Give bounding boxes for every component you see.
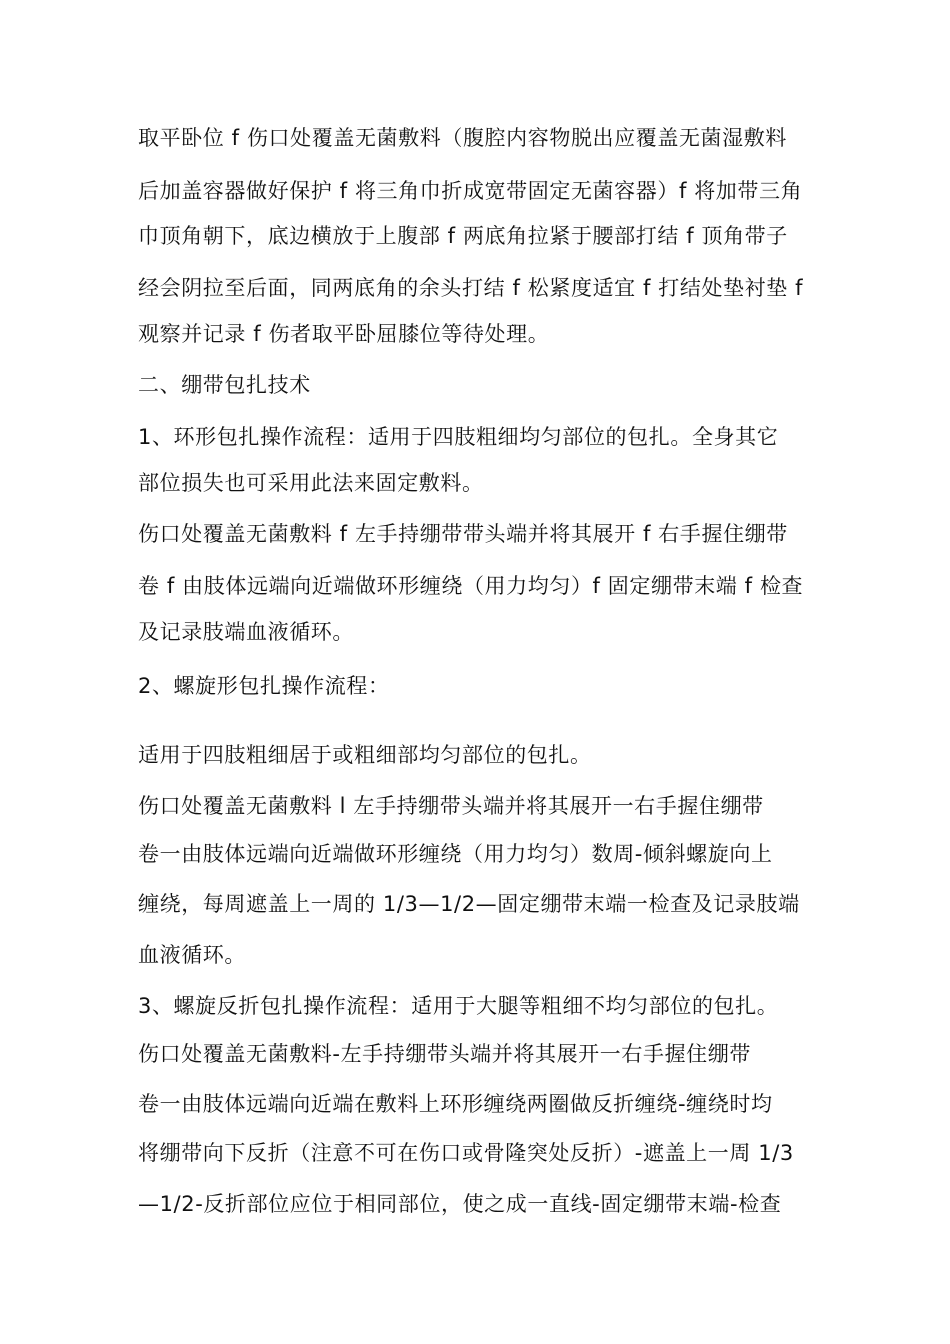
text-line: —1/2-反折部位应位于相同部位，使之成一直线-固定绷带末端-检查 [138, 1192, 782, 1216]
text-line: 经会阴拉至后面，同两底角的余头打结 f 松紧度适宜 f 打结处垫衬垫 f [138, 276, 804, 300]
text-line: 卷一由肢体远端向近端做环形缠绕（用力均匀）数周-倾斜螺旋向上 [138, 842, 773, 866]
text-line: 取平卧位 f 伤口处覆盖无菌敷料（腹腔内容物脱出应覆盖无菌湿敷料 [138, 126, 787, 150]
subsection-heading: 1、环形包扎操作流程：适用于四肢粗细均匀部位的包扎。全身其它 [138, 425, 779, 449]
text-line: 将绷带向下反折（注意不可在伤口或骨隆突处反折）-遮盖上一周 1/3 [138, 1141, 794, 1165]
text-line: 伤口处覆盖无菌敷料 l 左手持绷带头端并将其展开一右手握住绷带 [138, 794, 764, 818]
text-line: 血液循环。 [138, 943, 246, 967]
text-line: 部位损失也可采用此法来固定敷料。 [138, 471, 484, 495]
text-line: 及记录肢端血液循环。 [138, 620, 354, 644]
text-line: 伤口处覆盖无菌敷料 f 左手持绷带带头端并将其展开 f 右手握住绷带 [138, 522, 788, 546]
text-line: 适用于四肢粗细居于或粗细部均匀部位的包扎。 [138, 743, 592, 767]
section-heading: 二、绷带包扎技术 [138, 373, 311, 397]
text-line: 观察并记录 f 伤者取平卧屈膝位等待处理。 [138, 322, 550, 346]
subsection-heading: 2、螺旋形包扎操作流程： [138, 674, 390, 698]
text-line: 巾顶角朝下，底边横放于上腹部 f 两底角拉紧于腰部打结 f 顶角带子 [138, 224, 788, 248]
text-line: 缠绕，每周遮盖上一周的 1/3—1/2—固定绷带末端一检查及记录肢端 [138, 892, 800, 916]
text-line: 卷一由肢体远端向近端在敷料上环形缠绕两圈做反折缠绕-缠绕时均 [138, 1092, 773, 1116]
text-line: 伤口处覆盖无菌敷料-左手持绷带头端并将其展开一右手握住绷带 [138, 1042, 751, 1066]
text-line: 后加盖容器做好保护 f 将三角巾折成宽带固定无菌容器）f 将加带三角 [138, 179, 803, 203]
text-line: 卷 f 由肢体远端向近端做环形缠绕（用力均匀）f 固定绷带末端 f 检查 [138, 574, 804, 598]
subsection-heading: 3、螺旋反折包扎操作流程：适用于大腿等粗细不均匀部位的包扎。 [138, 994, 779, 1018]
